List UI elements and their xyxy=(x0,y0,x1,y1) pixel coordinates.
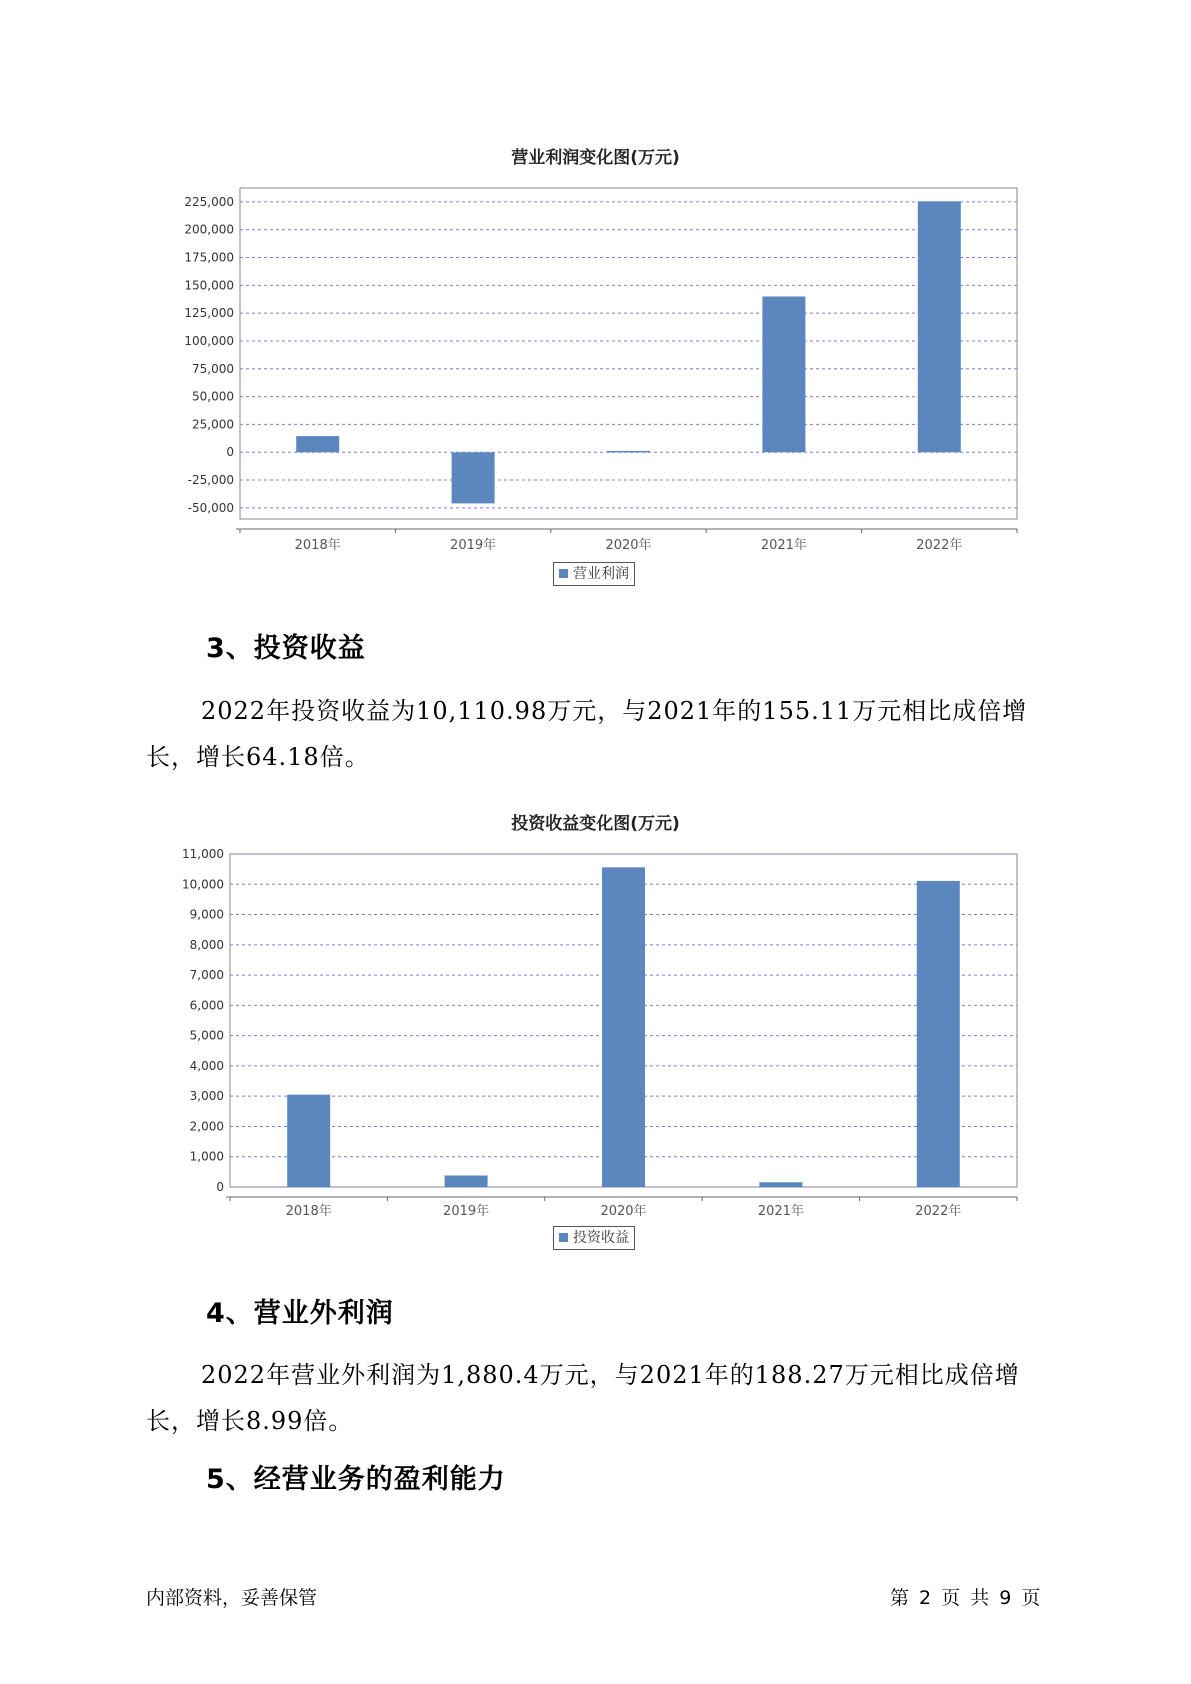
x-tick-label: 2022年 xyxy=(915,1204,962,1219)
y-tick-label: 3,000 xyxy=(189,1089,224,1104)
y-tick-label: 125,000 xyxy=(184,306,234,321)
y-tick-label: 150,000 xyxy=(184,278,234,293)
chart1-legend-label: 营业利润 xyxy=(573,566,629,582)
chart2-title: 投资收益变化图(万元) xyxy=(511,814,680,834)
bar-2019年 xyxy=(445,1175,488,1187)
x-tick-label: 2019年 xyxy=(443,1204,490,1219)
section3-text: 2022年投资收益为10,110.98万元，与2021年的155.11万元相比成倍增长，增长64.18倍。 xyxy=(146,697,1028,771)
x-tick-label: 2022年 xyxy=(916,538,963,553)
y-tick-label: 50,000 xyxy=(192,389,234,404)
footer-page-number: 第 2 页 共 9 页 xyxy=(890,1587,1041,1609)
y-tick-label: 11,000 xyxy=(182,847,224,861)
bar-2020年 xyxy=(602,867,645,1187)
y-tick-label: -25,000 xyxy=(187,473,234,488)
y-tick-label: 1,000 xyxy=(189,1149,224,1164)
y-tick-label: 10,000 xyxy=(182,877,224,892)
bar-2018年 xyxy=(287,1095,330,1187)
section4-text: 2022年营业外利润为1,880.4万元，与2021年的188.27万元相比成倍增长，增长8.99倍。 xyxy=(146,1361,1020,1435)
y-tick-label: 75,000 xyxy=(192,361,234,376)
x-tick-label: 2021年 xyxy=(760,538,807,553)
y-tick-label: -50,000 xyxy=(187,500,234,515)
chart1-title: 营业利润变化图(万元) xyxy=(511,148,680,168)
chart2-legend-label: 投资收益 xyxy=(573,1230,629,1246)
y-tick-label: 25,000 xyxy=(192,417,234,432)
y-tick-label: 2,000 xyxy=(189,1119,224,1134)
y-tick-label: 7,000 xyxy=(189,968,224,983)
y-tick-label: 4,000 xyxy=(189,1058,224,1073)
y-tick-label: 200,000 xyxy=(184,222,234,237)
bar-2021年 xyxy=(759,1182,802,1187)
bar-2022年 xyxy=(917,881,960,1187)
y-tick-label: 8,000 xyxy=(189,937,224,952)
x-tick-label: 2020年 xyxy=(605,538,652,553)
y-tick-label: 0 xyxy=(226,445,234,460)
section5-heading: 5、经营业务的盈利能力 xyxy=(206,1464,506,1495)
x-tick-label: 2018年 xyxy=(285,1204,332,1219)
y-tick-label: 9,000 xyxy=(189,907,224,922)
footer-confidential-note: 内部资料，妥善保管 xyxy=(146,1587,318,1609)
x-tick-label: 2020年 xyxy=(600,1204,647,1219)
y-tick-label: 225,000 xyxy=(184,194,234,209)
legend-swatch-icon xyxy=(559,1233,568,1242)
chart2-legend xyxy=(553,1226,635,1250)
x-tick-label: 2019年 xyxy=(450,538,497,553)
y-tick-label: 6,000 xyxy=(189,998,224,1013)
section4-heading: 4、营业外利润 xyxy=(206,1298,394,1329)
x-tick-label: 2018年 xyxy=(294,538,341,553)
x-tick-label: 2021年 xyxy=(757,1204,804,1219)
y-tick-label: 100,000 xyxy=(184,333,234,348)
section3-heading: 3、投资收益 xyxy=(206,633,366,664)
y-tick-label: 5,000 xyxy=(189,1028,224,1043)
y-tick-label: 175,000 xyxy=(184,250,234,265)
y-tick-label: 0 xyxy=(216,1180,224,1194)
